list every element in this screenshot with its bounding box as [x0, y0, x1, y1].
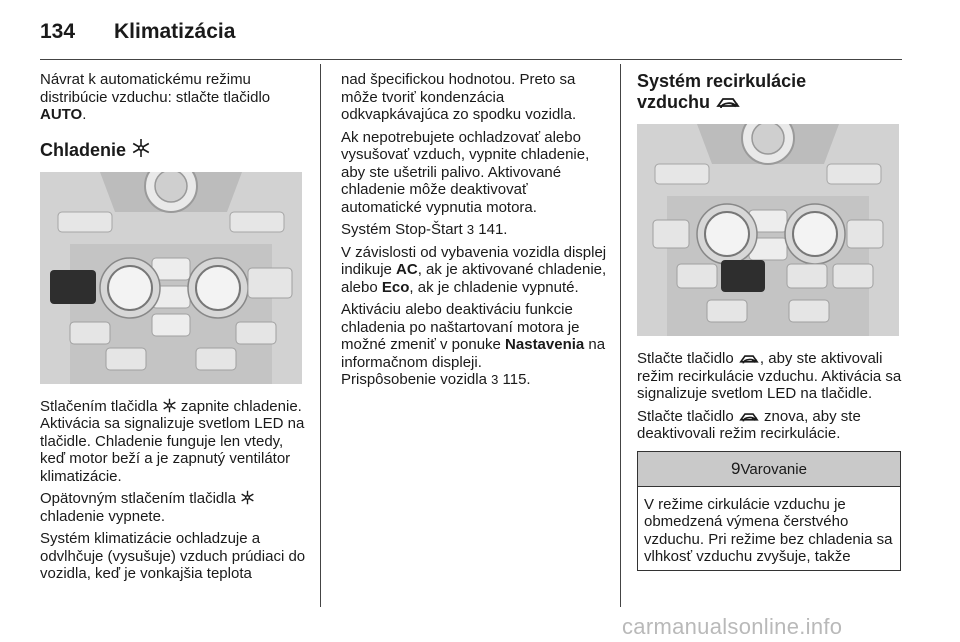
recirculation-icon — [738, 352, 760, 365]
column-divider-1 — [320, 64, 321, 607]
cooling-off-paragraph: Opätovným stlačením tlačidla chladenie vypnete. — [40, 490, 310, 525]
page-reference-arrow-icon: 3 — [466, 222, 475, 237]
recirculation-on-paragraph: Stlačte tlačidlo , aby ste aktivovali režim recirkulácie vzduchu. Aktivácia sa signalizuje svetlom LED na tlačidle. — [637, 350, 902, 402]
warning-box — [637, 451, 901, 571]
snowflake-icon — [162, 398, 177, 413]
column-3 — [637, 71, 907, 571]
page-number: 134 — [40, 20, 76, 43]
header-divider — [40, 59, 902, 60]
recirculation-off-paragraph: Stlačte tlačidlo znova, aby ste deaktivovali režim recirkulácie. — [637, 407, 861, 442]
settings-menu-label: Nastavenia — [505, 336, 585, 353]
snowflake-icon — [240, 490, 255, 505]
vehicle-personalization-reference: Prispôsobenie vozidla 3 115. — [341, 371, 531, 388]
cooling-heading: Chladenie — [40, 138, 310, 161]
warning-icon: 9 — [731, 458, 741, 478]
settings-paragraph: Aktiváciu alebo deaktiváciu funkcie chladenia po naštartovaní motora je možné zmeniť v ponuke Nastavenia na informačnom displeji. — [341, 301, 606, 371]
recirculation-icon — [738, 410, 760, 423]
cooling-panel-illustration — [40, 172, 302, 384]
condensation-paragraph: nad špecifickou hodnotou. Preto sa môže tvoriť kondenzácia odkvapkávajúca zo spodku vozidla. — [341, 71, 577, 123]
page-title: Klimatizácia — [114, 20, 236, 43]
snowflake-icon — [131, 138, 151, 158]
auto-mode-paragraph: Návrat k automatickému režimu distribúcie vzduchu: stlačte tlačidlo AUTO. — [40, 71, 271, 123]
ac-label: AC — [396, 261, 418, 278]
cooling-on-paragraph: Stlačením tlačidla zapnite chladenie. Aktivácia sa signalizuje svetlom LED na tlačidle. Chladenie funguje len vtedy, keď motor beží a je zapnutý ventilátor klimatizácie. — [40, 397, 305, 485]
stop-start-reference: Systém Stop-Štart 3 141. — [341, 221, 508, 238]
recirculation-heading: Systém recirkulácie vzduchu — [637, 71, 807, 112]
recirculation-panel-illustration — [637, 124, 899, 336]
auto-label: AUTO — [40, 106, 83, 123]
page-reference-arrow-icon: 3 — [491, 372, 499, 387]
warning-title: Varovanie — [740, 460, 807, 478]
recirculation-icon — [715, 94, 741, 110]
column-2 — [341, 71, 611, 394]
warning-header — [638, 452, 900, 487]
eco-label: Eco — [381, 278, 410, 296]
column-divider-2 — [620, 64, 621, 607]
watermark: carmanualsonline.info — [622, 614, 843, 639]
warning-text: V režime cirkulácie vzduchu je obmedzená výmena čerstvého vzduchu. Pri režime bez chladenia sa vlhkosť vzduchu zvyšuje, takže — [644, 495, 893, 565]
column-1 — [40, 71, 310, 588]
climate-system-paragraph: Systém klimatizácie ochladzuje a odvlhčuje (vysušuje) vzduch prúdiaci do vozidla, keď je vonkajšia teplota — [40, 530, 306, 582]
display-indicator-paragraph: V závislosti od vybavenia vozidla displej indikuje AC, ak je aktivované chladenie, alebo Eco, ak je chladenie vypnuté. — [341, 243, 607, 296]
fuel-saving-paragraph: Ak nepotrebujete ochladzovať alebo vysušovať vzduch, vypnite chladenie, aby ste ušetrili palivo. Aktivované chladenie môže deaktivovať automatické vypnutia motora. — [341, 128, 590, 216]
